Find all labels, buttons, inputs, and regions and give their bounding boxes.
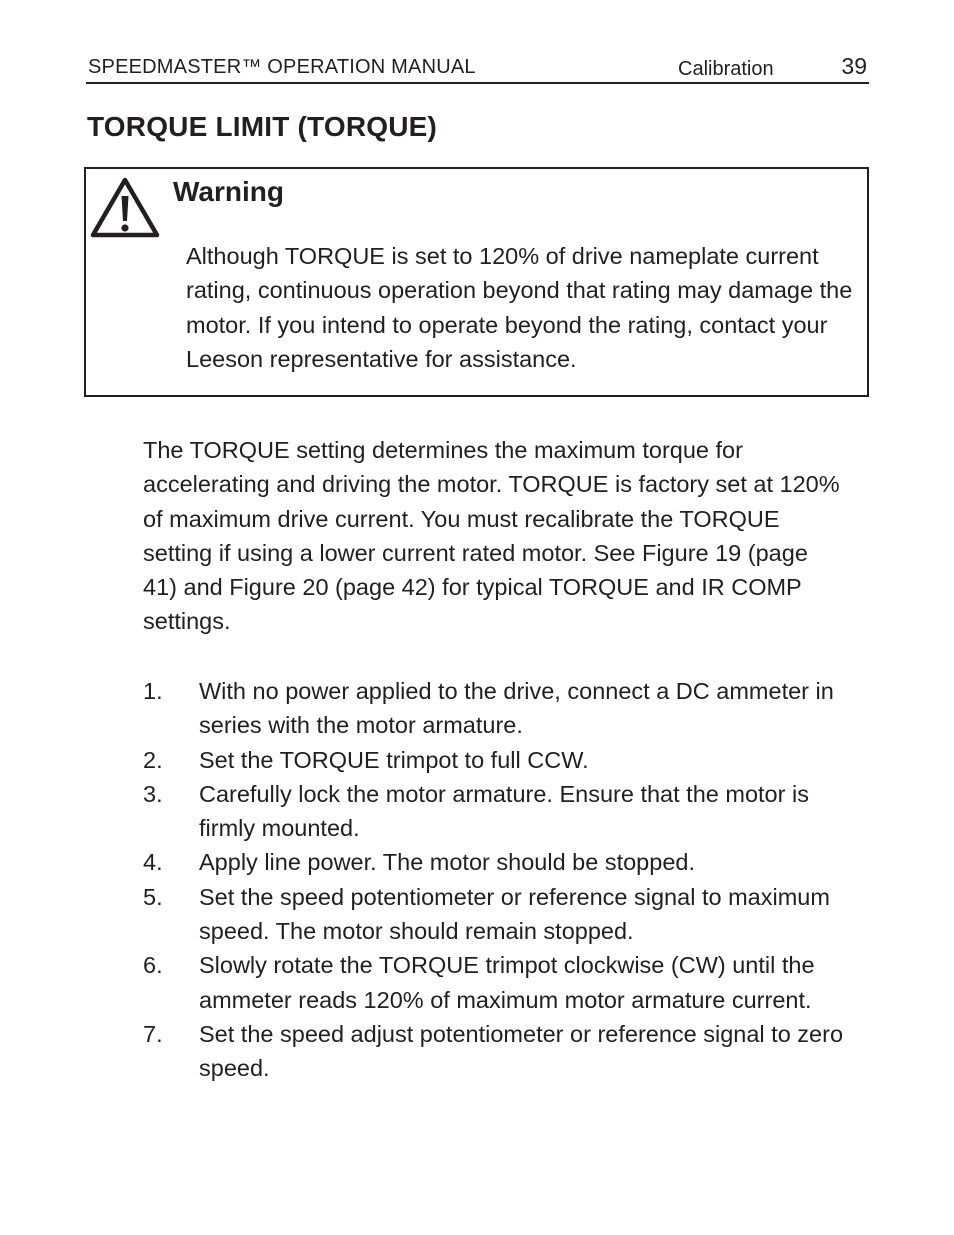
step-number: 3. [143, 780, 163, 807]
procedure-steps [143, 674, 863, 1086]
manual-title: SPEEDMASTER™ OPERATION MANUAL [88, 56, 476, 78]
section-title: TORQUE LIMIT (TORQUE) [87, 111, 438, 142]
step-text: With no power applied to the drive, connect a DC ammeter in series with the motor armature. [199, 678, 834, 739]
step-text: Apply line power. The motor should be stopped. [199, 849, 695, 876]
warning-heading: Warning [173, 176, 284, 207]
page-header [86, 52, 869, 84]
step-number: 7. [143, 1020, 163, 1047]
list-item [143, 777, 863, 846]
step-number: 4. [143, 849, 163, 876]
list-item [143, 1017, 863, 1086]
list-item [143, 674, 863, 743]
list-item [143, 845, 863, 879]
step-number: 2. [143, 746, 163, 773]
list-item [143, 743, 863, 777]
warning-triangle-icon [90, 177, 160, 239]
section-name: Calibration [678, 58, 774, 80]
intro-paragraph: The TORQUE setting determines the maximum torque for accelerating and driving the motor. TORQUE is factory set at 120% of maximum drive current. You must recalibrate the TORQUE setting if using a lower current rated motor. See Figure 19 (page 41) and Figure 20 (page 42) for typical TORQUE and IR COMP settings. [143, 437, 840, 635]
step-number: 5. [143, 883, 163, 910]
step-text: Carefully lock the motor armature. Ensure that the motor is firmly mounted. [199, 780, 809, 842]
step-number: 1. [143, 678, 163, 704]
list-item [143, 948, 863, 1017]
step-text: Set the speed adjust potentiometer or reference signal to zero speed. [199, 1020, 844, 1082]
step-number: 6. [143, 952, 163, 979]
step-text: Set the TORQUE trimpot to full CCW. [199, 746, 589, 773]
step-text: Set the speed potentiometer or reference signal to maximum speed. The motor should remain stopped. [199, 883, 830, 945]
page-number: 39 [841, 53, 867, 79]
step-text: Slowly rotate the TORQUE trimpot clockwise (CW) until the ammeter reads 120% of maximum motor armature current. [199, 952, 815, 1013]
list-item [143, 880, 863, 949]
warning-box [84, 167, 869, 397]
warning-text: Although TORQUE is set to 120% of drive nameplate current rating, continuous operation beyond that rating may damage the motor. If you intend to operate beyond the rating, contact your Leeson representative for assistance. [186, 243, 853, 372]
